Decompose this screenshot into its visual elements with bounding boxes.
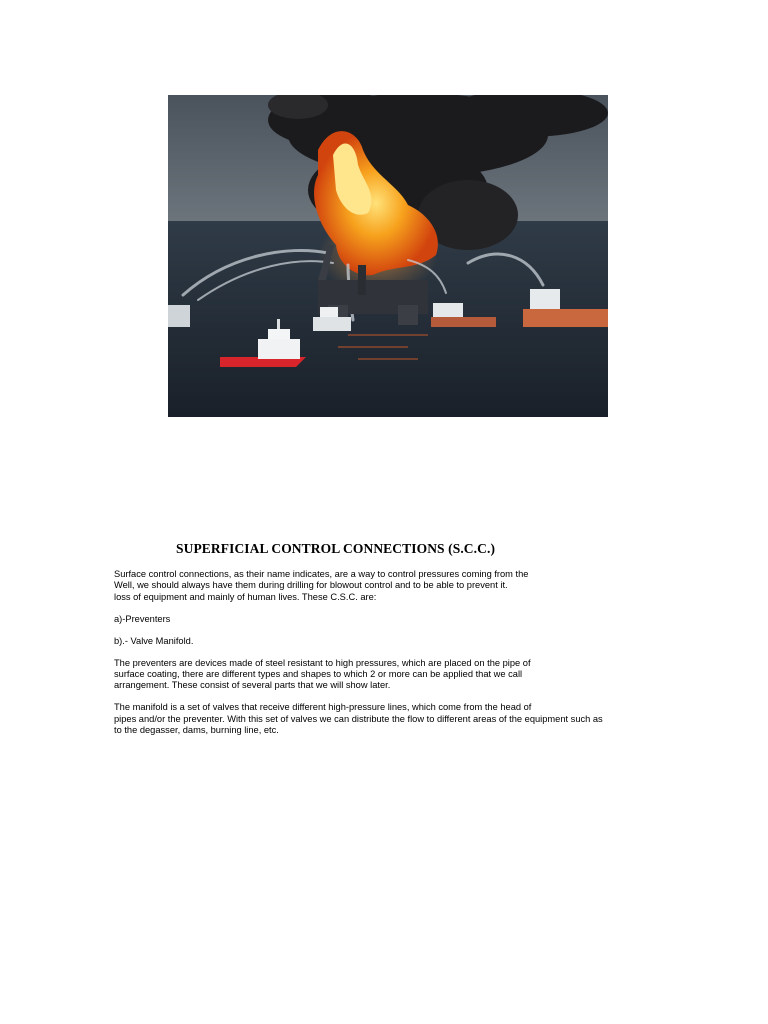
manifold-paragraph xyxy=(114,702,644,736)
text-line: pipes and/or the preventer. With this set of valves we can distribute the flow to different areas of the equipment such as xyxy=(114,713,603,724)
text-line: surface coating, there are different types and shapes to which 2 or more can be applied that we call xyxy=(114,668,523,679)
text-line: Surface control connections, as their name indicates, are a way to control pressures coming from the xyxy=(114,569,529,579)
text-line: The preventers are devices made of steel resistant to high pressures, which are placed on the pipe of xyxy=(114,657,531,668)
list-item-preventers xyxy=(114,614,644,625)
text-line: The manifold is a set of valves that receive different high-pressure lines, which come from the head of xyxy=(114,702,532,713)
list-item-valve-manifold xyxy=(114,636,644,647)
intro-paragraph xyxy=(114,569,644,603)
document-body xyxy=(114,569,644,747)
text-line: a)-Preventers xyxy=(114,613,171,624)
text-line: to the degasser, dams, burning line, etc. xyxy=(114,725,279,736)
preventers-paragraph xyxy=(114,658,644,692)
oil-rig-fire-illustration xyxy=(168,95,608,417)
section-heading: SUPERFICIAL CONTROL CONNECTIONS (S.C.C.) xyxy=(176,541,496,556)
text-line: Well, we should always have them during drilling for blowout control and to be able to prevent it. xyxy=(114,580,508,591)
oil-rig-fire-photo xyxy=(168,95,608,417)
text-line: arrangement. These consist of several parts that we will show later. xyxy=(114,680,391,691)
text-line: loss of equipment and mainly of human lives. These C.S.C. are: xyxy=(114,591,377,602)
text-line: b).- Valve Manifold. xyxy=(114,635,194,646)
